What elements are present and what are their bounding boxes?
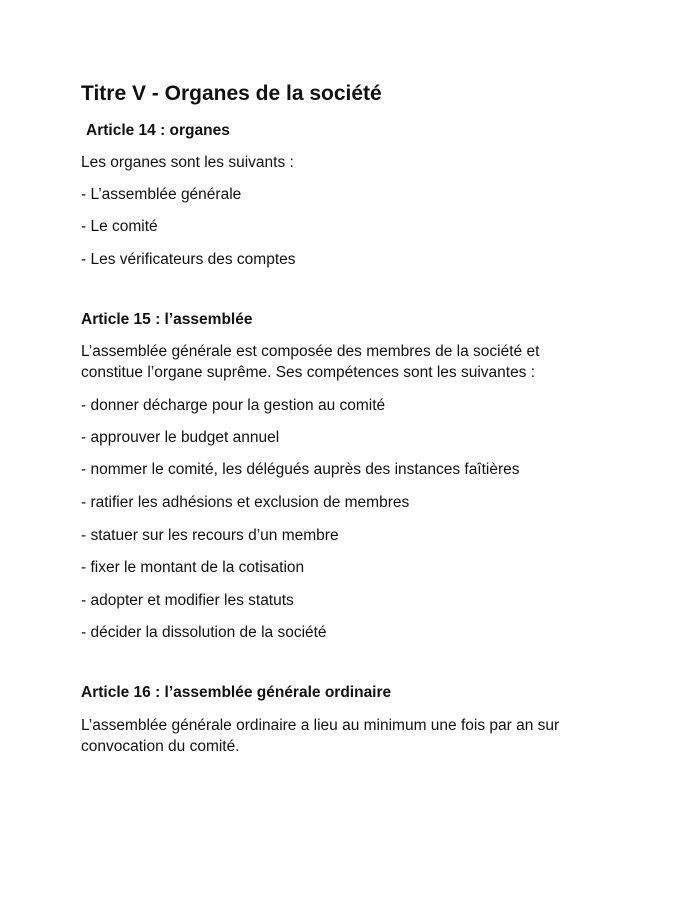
article-16-heading: Article 16 : l’assemblée générale ordinaire — [81, 684, 392, 701]
list-item: - Le comité — [81, 218, 158, 235]
list-item: - approuver le budget annuel — [81, 429, 280, 446]
article-16-text-line-2: convocation du comité. — [81, 738, 240, 755]
article-16-text-line-1: L’assemblée générale ordinaire a lieu au minimum une fois par an sur — [81, 717, 560, 734]
list-item: - statuer sur les recours d’un membre — [81, 527, 339, 544]
list-item: - nommer le comité, les délégués auprès des instances faîtières — [81, 461, 520, 478]
list-item: - L’assemblée générale — [81, 186, 242, 203]
list-item: - Les vérificateurs des comptes — [81, 251, 296, 268]
list-item: - donner décharge pour la gestion au comité — [81, 397, 386, 414]
article-14-heading: Article 14 : organes — [86, 122, 230, 139]
list-item: - fixer le montant de la cotisation — [81, 559, 305, 576]
article-14-intro: Les organes sont les suivants : — [81, 154, 294, 171]
page-title: Titre V - Organes de la société — [81, 82, 382, 105]
article-15-intro-line-1: L’assemblée générale est composée des membres de la société et — [81, 343, 540, 360]
article-15-intro-line-2: constitue l’organe suprême. Ses compétences sont les suivantes : — [81, 364, 536, 381]
list-item: - décider la dissolution de la société — [81, 624, 327, 641]
list-item: - adopter et modifier les statuts — [81, 592, 294, 609]
article-15-heading: Article 15 : l’assemblée — [81, 311, 253, 328]
list-item: - ratifier les adhésions et exclusion de membres — [81, 494, 410, 511]
